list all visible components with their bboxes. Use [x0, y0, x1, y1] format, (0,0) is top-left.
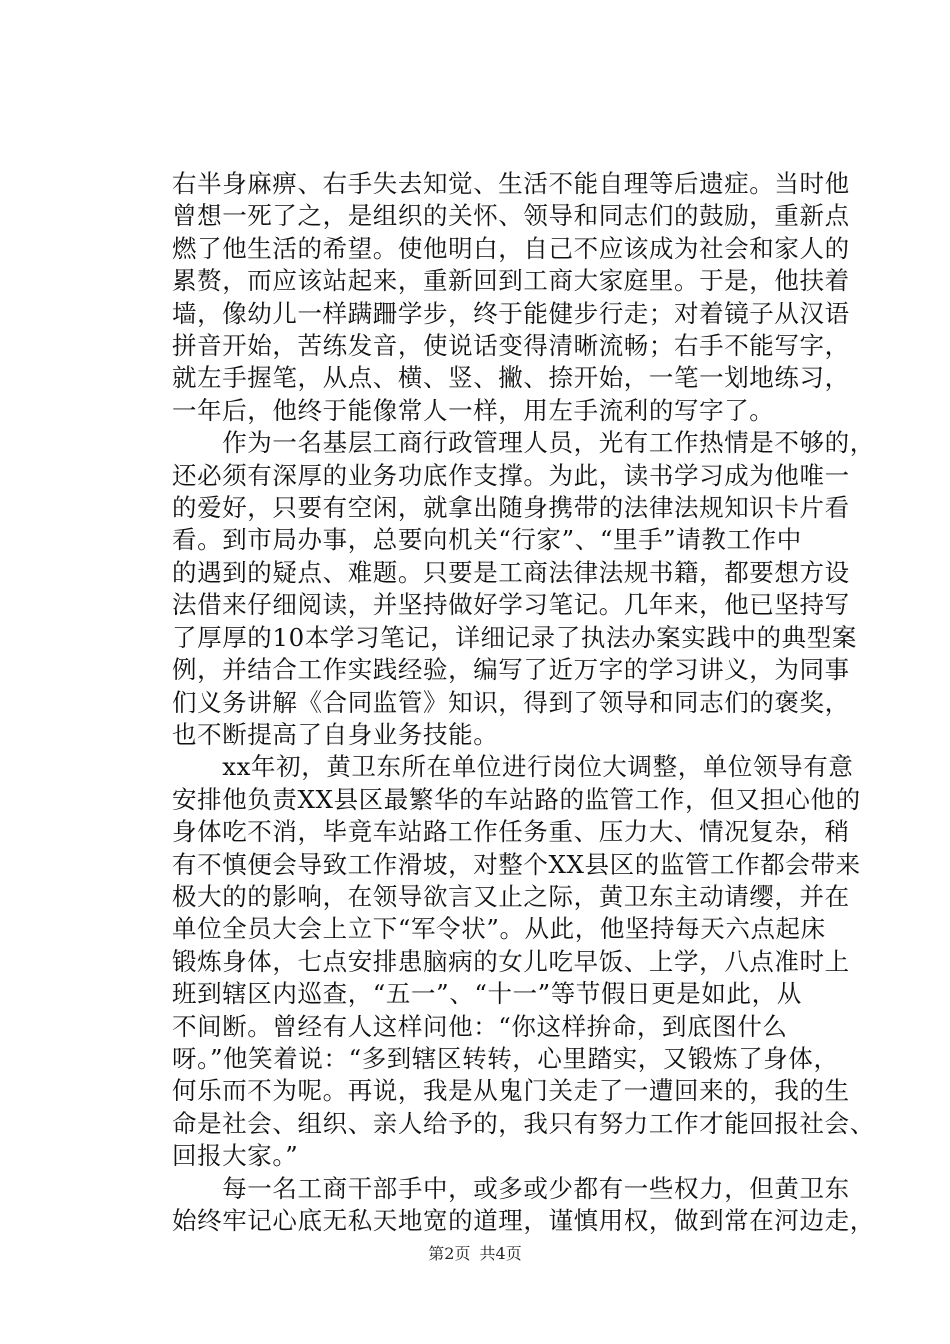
text-line: 极大的的影响，在领导欲言又止之际，黄卫东主动请缨，并在	[172, 881, 850, 911]
page-number: 第2页	[428, 1244, 471, 1263]
text-line: 回报大家。”	[172, 1141, 299, 1171]
page-total: 共4页	[479, 1244, 522, 1263]
page-footer	[0, 1244, 950, 1264]
text-line: 每一名工商干部手中，或多或少都有一些权力，但黄卫东	[172, 1173, 850, 1203]
text-line: 不间断。曾经有人这样问他：“你这样拚命，到底图什么	[172, 1011, 788, 1041]
text-line: 作为一名基层工商行政管理人员，光有工作热情是不够的，	[172, 428, 875, 458]
text-line: 燃了他生活的希望。使他明白，自己不应该成为社会和家人的	[172, 233, 850, 263]
text-line: 也不断提高了自身业务技能。	[172, 719, 499, 749]
text-line: 就左手握笔，从点、横、竖、撇、捺开始，一笔一划地练习，	[172, 363, 850, 393]
paragraph	[172, 168, 850, 427]
text-line: 拼音开始，苦练发音，使说话变得清晰流畅；右手不能写字，	[172, 331, 850, 361]
text-line: 看。到市局办事，总要向机关“行家”、“里手”请教工作中	[172, 525, 802, 555]
text-line: 有不慎便会导致工作滑坡，对整个XX县区的监管工作都会带来	[172, 849, 861, 879]
paragraph	[172, 427, 875, 751]
text-line: 何乐而不为呢。再说，我是从鬼门关走了一遭回来的，我的生	[172, 1076, 850, 1106]
paragraph	[172, 1173, 875, 1238]
text-line: 例，并结合工作实践经验，编写了近万字的学习讲义，为同事	[172, 655, 850, 685]
text-line: 班到辖区内巡查，“五一”、“十一”等节假日更是如此，从	[172, 979, 802, 1009]
document-body	[172, 168, 875, 1237]
text-line: 累赘，而应该站起来，重新回到工商大家庭里。于是，他扶着	[172, 266, 850, 296]
text-line: 还必须有深厚的业务功底作支撑。为此，读书学习成为他唯一	[172, 460, 850, 490]
text-line: 锻炼身体，七点安排患脑病的女儿吃早饭、上学，八点准时上	[172, 946, 850, 976]
text-line: 的爱好，只要有空闲，就拿出随身携带的法律法规知识卡片看	[172, 493, 850, 523]
text-line: 的遇到的疑点、难题。只要是工商法律法规书籍，都要想方设	[172, 557, 850, 587]
text-line: 身体吃不消，毕竟车站路工作任务重、压力大、情况复杂，稍	[172, 817, 850, 847]
text-line: 命是社会、组织、亲人给予的，我只有努力工作才能回报社会、	[172, 1108, 875, 1138]
text-line: 呀。”他笑着说：“多到辖区转转，心里踏实，又锻炼了身体，	[172, 1043, 839, 1073]
text-line: 曾想一死了之，是组织的关怀、领导和同志们的鼓励，重新点	[172, 201, 850, 231]
text-line: 了厚厚的10本学习笔记，详细记录了执法办案实践中的典型案	[172, 622, 857, 652]
text-line: 墙，像幼儿一样蹒跚学步，终于能健步行走；对着镜子从汉语	[172, 298, 850, 328]
text-line: 安排他负责XX县区最繁华的车站路的监管工作，但又担心他的	[172, 784, 861, 814]
text-line: 们义务讲解《合同监管》知识，得到了领导和同志们的褒奖，	[172, 687, 850, 717]
text-line: 法借来仔细阅读，并坚持做好学习笔记。几年来，他已坚持写	[172, 590, 850, 620]
text-line: 右半身麻痹、右手失去知觉、生活不能自理等后遗症。当时他	[172, 169, 850, 198]
paragraph	[172, 751, 875, 1172]
text-line: 始终牢记心底无私天地宽的道理，谨慎用权，做到常在河边走，	[172, 1206, 875, 1235]
text-line: 单位全员大会上立下“军令状”。从此，他坚持每天六点起床	[172, 914, 826, 944]
text-line: 一年后，他终于能像常人一样，用左手流利的写字了。	[172, 395, 775, 425]
text-line: xx年初，黄卫东所在单位进行岗位大调整，单位领导有意	[172, 752, 854, 782]
